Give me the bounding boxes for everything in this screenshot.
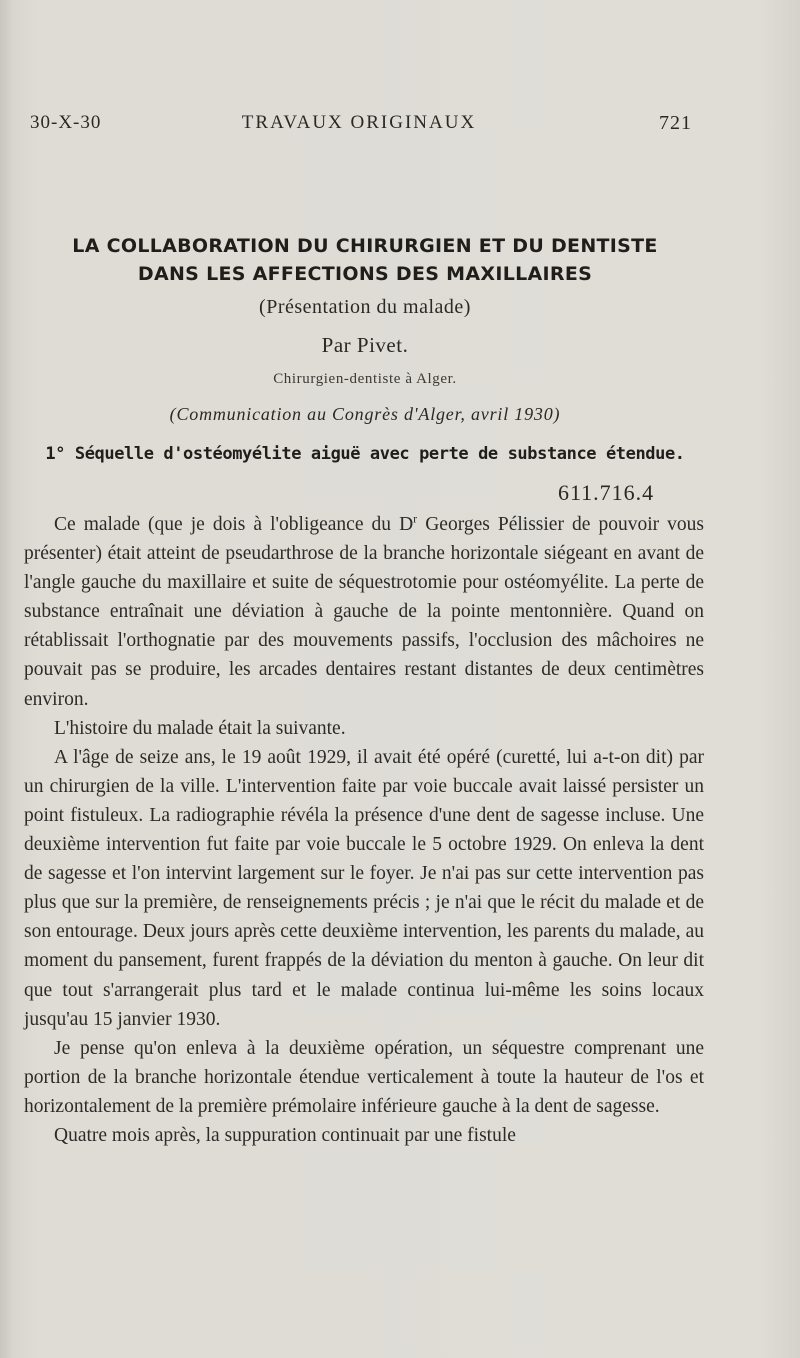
- page-number: 721: [659, 112, 692, 134]
- subtitle: (Présentation du malade): [259, 296, 471, 318]
- section-heading: 1° Séquelle d'ostéomyélite aiguë avec perte de substance étendue.: [45, 444, 685, 464]
- paragraph: Ce malade (que je dois à l'obligeance du $D^r$ Georges Pélissier de pouvoir vous présenter) était atteint de pseudarthrose de la branche horizontale siégeant en avant de l'angle gauche du maxillaire et suite de séquestrotomie pour ostéomyélite. La perte de substance entraînait une déviation à gauche de la pointe mentonnière. Quand on rétablissait l'orthognatie par des mouvements passifs, l'occlusion des mâchoires ne pouvait pas se produire, les arcades dentaires restant distantes de deux centimètres environ.: [24, 511, 704, 710]
- article-body: [24, 510, 704, 1150]
- issue-date: 30-X-30: [30, 112, 102, 133]
- journal-section: TRAVAUX ORIGINAUX: [241, 112, 477, 133]
- communication-note: (Communication au Congrès d'Alger, avril 1930): [169, 404, 561, 424]
- author: Par Pivet.: [321, 333, 409, 357]
- classification-number: 611.716.4: [558, 480, 655, 505]
- running-head: [26, 112, 692, 142]
- paragraph: L'histoire du malade était la suivante.: [54, 717, 346, 739]
- article-title: [20, 232, 710, 288]
- paragraph: Je pense qu'on enleva à la deuxième opération, un séquestre comprenant une portion de la branche horizontale étendue verticalement à toute la hauteur de l'os et horizontalement de la première prémolaire inférieure gauche à la dent de sagesse.: [24, 1037, 704, 1117]
- paragraph: Quatre mois après, la suppuration continuait par une fistule: [54, 1124, 516, 1146]
- title-line-2: DANS LES AFFECTIONS DES MAXILLAIRES: [137, 263, 593, 285]
- title-line-1: LA COLLABORATION DU CHIRURGIEN ET DU DENTISTE: [72, 235, 658, 257]
- affiliation: Chirurgien-dentiste à Alger.: [273, 371, 457, 387]
- paragraph: A l'âge de seize ans, le 19 août 1929, il avait été opéré (curetté, lui a-t-on dit) par un chirurgien de la ville. L'intervention faite par voie buccale avait laissé persister un point fistuleux. La radiographie révéla la présence d'une dent de sagesse incluse. Une deuxième intervention fut faite par voie buccale le 5 octobre 1929. On enleva la dent de sagesse et l'on intervint largement sur le foyer. Je n'ai pas sur cette intervention pas plus que sur la première, de renseignements précis ; je n'ai que le récit du malade et de son entourage. Deux jours après cette deuxième intervention, les parents du malade, au moment du pansement, furent frappés de la déviation du menton à gauche. On leur dit que tout s'arrangerait plus tard et le malade continua lui-même les soins locaux jusqu'au 15 janvier 1930.: [24, 746, 704, 1030]
